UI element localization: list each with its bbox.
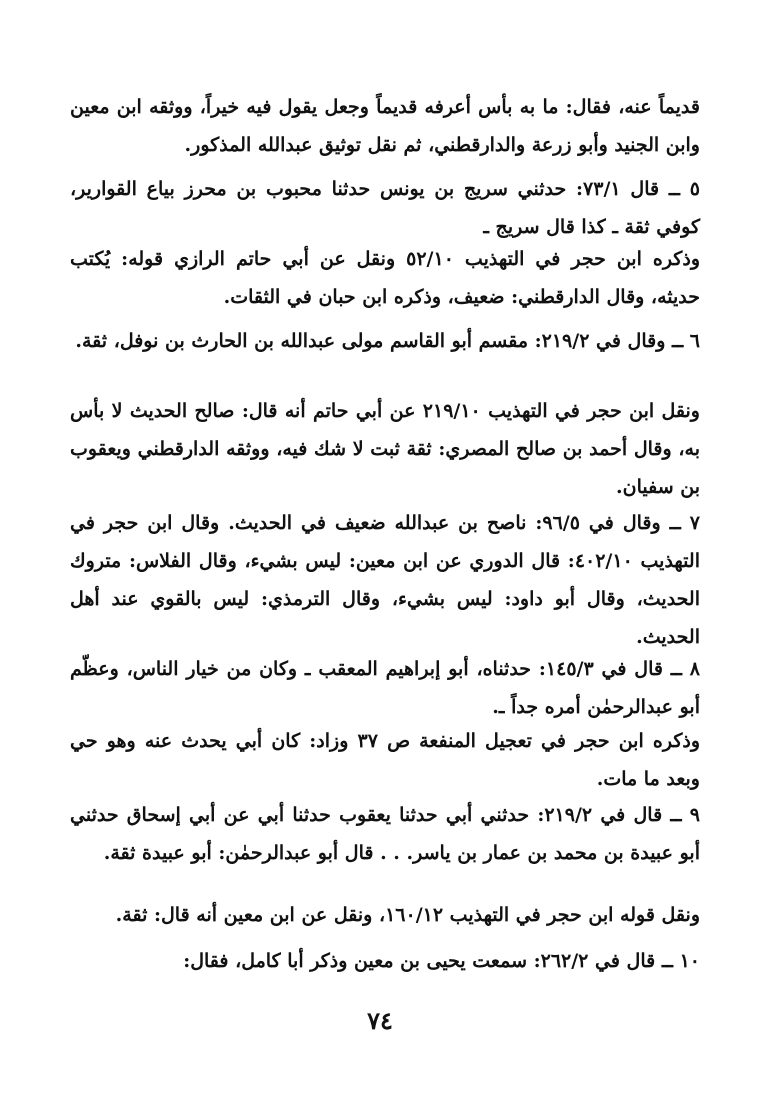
paragraph-6: ٧ ــ وقال في ٩٦/٥: ناصح بن عبدالله ضعيف في الحديث. وقال ابن حجر في التهذيب ٤٠٢/١٠: قال الدوري عن ابن معين: ليس بشيء، وقال الفلاس: متروك الحديث، وقال أبو داود: ليس بشيء، وقال الترمذي: ليس بالقوي عند أهل الحديث. <box>70 512 700 648</box>
paragraph-4: ٦ ــ وقال في ٢١٩/٢: مقسم أبو القاسم مولى عبدالله بن الحارث بن نوفل، ثقة. <box>75 330 700 352</box>
paragraph-11: ١٠ ــ قال في ٢٦٢/٢: سمعت يحيى بن معين وذكر أبا كامل، فقال: <box>183 950 700 972</box>
paragraph-9: ٩ ــ قال في ٢١٩/٢: حدثني أبي حدثنا يعقوب حدثنا أبي عن أبي إسحاق حدثني أبو عبيدة بن محمد بن عمار بن ياسر. . . قال أبو عبدالرحمٰن: أبو عبيدة ثقة. <box>70 804 700 864</box>
paragraph-7: ٨ ــ قال في ١٤٥/٣: حدثناه، أبو إبراهيم المعقب ـ وكان من خيار الناس، وعظّم أبو عبدالرحمٰن أمره جداً ـ. <box>70 658 700 718</box>
page-number: ٧٤ <box>367 1006 393 1035</box>
paragraph-10: ونقل قوله ابن حجر في التهذيب ١٦٠/١٢، ونقل عن ابن معين أنه قال: ثقة. <box>115 904 700 926</box>
paragraph-3: وذكره ابن حجر في التهذيب ٥٢/١٠ ونقل عن أبي حاتم الرازي قوله: يُكتب حديثه، وقال الدارقطني: ضعيف، وذكره ابن حبان في الثقات. <box>70 248 700 308</box>
paragraph-8: وذكره ابن حجر في تعجيل المنفعة ص ٣٧ وزاد: كان أبي يحدث عنه وهو حي وبعد ما مات. <box>70 730 701 790</box>
paragraph-2: ٥ ــ قال ٧٣/١: حدثني سريج بن يونس حدثنا محبوب بن محرز بياع القوارير، كوفي ثقة ـ كذا قال سريج ـ <box>70 178 700 238</box>
paragraph-1: قديماً عنه، فقال: ما به بأس أعرفه قديماً وجعل يقول فيه خيراً، ووثقه ابن معين وابن الجنيد وأبو زرعة والدارقطني، ثم نقل توثيق عبدالله المذكور. <box>70 96 700 156</box>
paragraph-5: ونقل ابن حجر في التهذيب ٢١٩/١٠ عن أبي حاتم أنه قال: صالح الحديث لا بأس به، وقال أحمد بن صالح المصري: ثقة ثبت لا شك فيه، ووثقه الدارقطني ويعقوب بن سفيان. <box>70 400 700 498</box>
